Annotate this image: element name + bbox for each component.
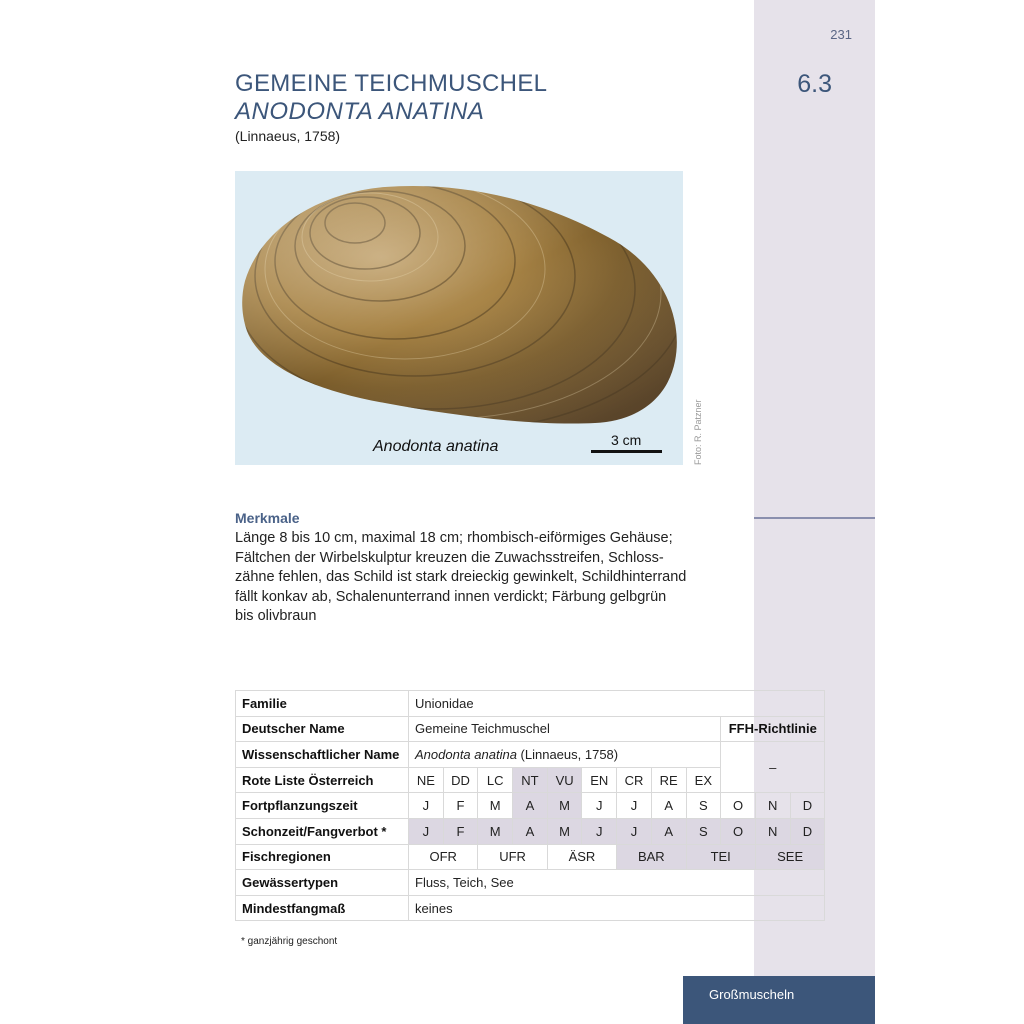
fortpflanzung-month: M — [478, 793, 513, 819]
wiss-name-label: Wissenschaftlicher Name — [236, 742, 409, 768]
fischregion: ÄSR — [547, 844, 616, 870]
gewaessertypen-label: Gewässertypen — [236, 870, 409, 896]
fortpflanzung-month: M — [547, 793, 582, 819]
rote-liste-category: DD — [443, 767, 478, 793]
schonzeit-month: D — [790, 818, 825, 844]
species-authority: (Linnaeus, 1758) — [235, 128, 341, 144]
fischregion: SEE — [755, 844, 824, 870]
merkmale-line: Länge 8 bis 10 cm, maximal 18 cm; rhombisch-eiförmiges Gehäuse; — [235, 530, 673, 546]
fortpflanzung-month: S — [686, 793, 721, 819]
fortpflanzung-month: D — [790, 793, 825, 819]
fortpflanzung-month: J — [409, 793, 444, 819]
fischregion: TEI — [686, 844, 755, 870]
fortpflanzung-month: J — [617, 793, 652, 819]
fortpflanzung-month: J — [582, 793, 617, 819]
photo-caption: Anodonta anatina — [373, 438, 499, 455]
wiss-name-authority: (Linnaeus, 1758) — [516, 746, 619, 762]
fischregion: UFR — [478, 844, 547, 870]
fortpflanzung-label: Fortpflanzungszeit — [236, 793, 409, 819]
schonzeit-label: Schonzeit/Fangverbot * — [236, 818, 409, 844]
scale-label: 3 cm — [611, 432, 642, 448]
fischregion: BAR — [617, 844, 686, 870]
table-row — [236, 895, 825, 921]
schonzeit-month: N — [755, 818, 790, 844]
schonzeit-month: A — [651, 818, 686, 844]
familie-value: Unionidae — [409, 691, 825, 717]
merkmale-line: Fältchen der Wirbelskulptur kreuzen die Zuwachsstreifen, Schloss- — [235, 549, 664, 566]
mindestfangmass-label: Mindestfangmaß — [236, 895, 409, 921]
table-row — [236, 870, 825, 896]
fischregionen-label: Fischregionen — [236, 844, 409, 870]
mussel-shell-illustration — [235, 171, 683, 465]
schonzeit-month: F — [443, 818, 478, 844]
species-latin-name: ANODONTA ANATINA — [235, 98, 485, 125]
schonzeit-month: M — [547, 818, 582, 844]
familie-label: Familie — [236, 691, 409, 717]
species-facts-table — [235, 690, 825, 921]
page-number: 231 — [830, 27, 852, 42]
mussel-photo — [235, 171, 683, 465]
schonzeit-month: S — [686, 818, 721, 844]
merkmale-line: zähne fehlen, das Schild ist stark dreieckig gewinkelt, Schildhinterrand — [235, 569, 687, 586]
ffh-value: – — [721, 742, 825, 793]
fortpflanzung-month: N — [755, 793, 790, 819]
scale-bar — [591, 450, 662, 453]
schonzeit-month: J — [582, 818, 617, 844]
merkmale-line: bis olivbraun — [235, 608, 317, 625]
table-row — [236, 793, 825, 819]
species-german-name: GEMEINE TEICHMUSCHEL — [235, 70, 548, 97]
table-row — [236, 716, 825, 742]
gewaessertypen-value: Fluss, Teich, See — [409, 870, 825, 896]
table-row — [236, 844, 825, 870]
side-divider — [754, 517, 875, 519]
rote-liste-category: EN — [582, 767, 617, 793]
rote-liste-category: VU — [547, 767, 582, 793]
schonzeit-month: O — [721, 818, 756, 844]
fortpflanzung-month: A — [651, 793, 686, 819]
rote-liste-category: NE — [409, 767, 444, 793]
schonzeit-month: J — [617, 818, 652, 844]
fortpflanzung-month: F — [443, 793, 478, 819]
merkmale-heading: Merkmale — [235, 510, 300, 526]
rote-liste-category: LC — [478, 767, 513, 793]
deutscher-name-value: Gemeine Teichmuschel — [409, 716, 721, 742]
rote-liste-category: RE — [651, 767, 686, 793]
merkmale-description — [235, 529, 735, 627]
photo-credit: Foto: R. Patzner — [693, 399, 703, 465]
mindestfangmass-value: keines — [409, 895, 825, 921]
ffh-label: FFH-Richtlinie — [721, 716, 825, 742]
merkmale-line: fällt konkav ab, Schalenunterrand innen verdickt; Färbung gelbgrün — [235, 588, 667, 605]
fischregion: OFR — [409, 844, 478, 870]
wiss-name-value — [409, 742, 721, 768]
rote-liste-label: Rote Liste Österreich — [236, 767, 409, 793]
schonzeit-month: M — [478, 818, 513, 844]
table-row — [236, 742, 825, 768]
wiss-name-italic: Anodonta anatina — [415, 746, 517, 762]
fortpflanzung-month: A — [513, 793, 548, 819]
fortpflanzung-month: O — [721, 793, 756, 819]
rote-liste-category: CR — [617, 767, 652, 793]
section-number: 6.3 — [797, 70, 832, 98]
deutscher-name-label: Deutscher Name — [236, 716, 409, 742]
schonzeit-month: J — [409, 818, 444, 844]
rote-liste-category: EX — [686, 767, 721, 793]
table-row — [236, 691, 825, 717]
category-tab: Großmuscheln — [683, 976, 875, 1024]
rote-liste-category: NT — [513, 767, 548, 793]
footnote: * ganzjährig geschont — [241, 936, 338, 947]
schonzeit-month: A — [513, 818, 548, 844]
table-row — [236, 818, 825, 844]
